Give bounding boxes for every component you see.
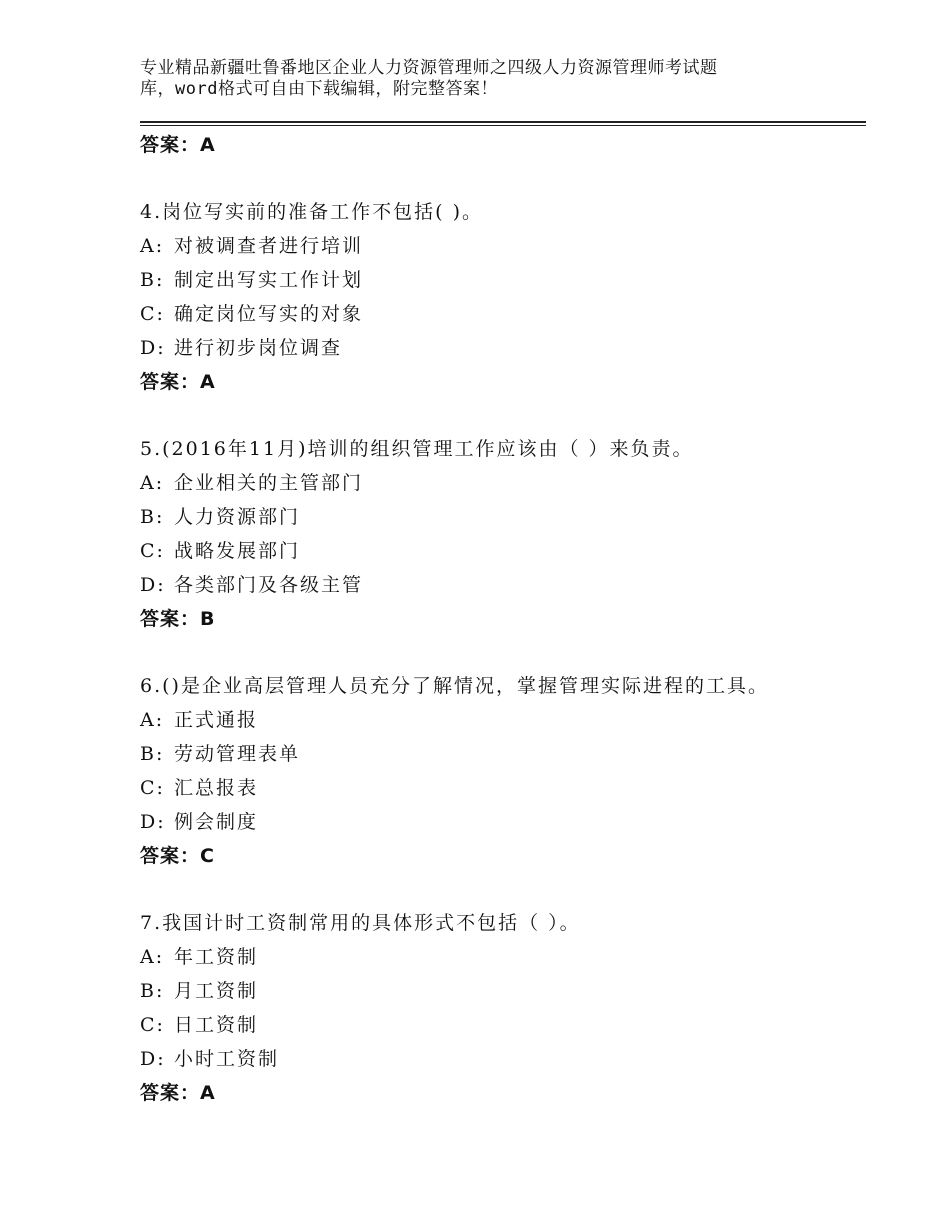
page-header xyxy=(140,58,820,100)
question-7 xyxy=(140,906,860,1110)
leading-answer: 答案：A xyxy=(140,134,216,156)
option-key: C: xyxy=(140,1014,165,1036)
question-5 xyxy=(140,432,860,636)
option-key: A: xyxy=(140,946,165,968)
option-d xyxy=(140,331,860,365)
option-b xyxy=(140,737,860,771)
option-text: 人力资源部门 xyxy=(174,506,301,528)
option-key: B: xyxy=(140,506,165,528)
option-text: 例会制度 xyxy=(174,811,259,833)
option-text: 月工资制 xyxy=(174,980,259,1002)
option-key: B: xyxy=(140,269,165,291)
option-a xyxy=(140,229,860,263)
answer: 答案：B xyxy=(140,608,216,630)
option-text: 制定出写实工作计划 xyxy=(174,269,364,291)
option-text: 日工资制 xyxy=(174,1014,259,1036)
option-key: D: xyxy=(140,337,166,359)
option-key: A: xyxy=(140,472,165,494)
option-text: 正式通报 xyxy=(174,709,259,731)
option-c xyxy=(140,1008,860,1042)
option-d xyxy=(140,805,860,839)
option-text: 对被调查者进行培训 xyxy=(174,235,364,257)
question-stem: 4.岗位写实前的准备工作不包括( )。 xyxy=(140,201,483,223)
header-line-1: 专业精品新疆吐鲁番地区企业人力资源管理师之四级人力资源管理师考试题 xyxy=(140,58,718,78)
option-key: B: xyxy=(140,980,165,1002)
answer: 答案：A xyxy=(140,371,216,393)
question-stem: 5.(2016年11月)培训的组织管理工作应该由（ ）来负责。 xyxy=(140,438,694,460)
option-c xyxy=(140,534,860,568)
option-text: 确定岗位写实的对象 xyxy=(174,303,364,325)
question-4 xyxy=(140,195,860,399)
question-stem: 7.我国计时工资制常用的具体形式不包括（ ）。 xyxy=(140,912,581,934)
header-divider xyxy=(140,121,866,123)
header-divider-thin xyxy=(140,125,866,126)
option-key: C: xyxy=(140,303,165,325)
option-b xyxy=(140,974,860,1008)
option-key: D: xyxy=(140,1048,166,1070)
option-a xyxy=(140,703,860,737)
option-key: D: xyxy=(140,574,166,596)
question-6 xyxy=(140,669,860,873)
option-text: 年工资制 xyxy=(174,946,259,968)
option-key: A: xyxy=(140,709,165,731)
option-text: 小时工资制 xyxy=(174,1048,280,1070)
option-c xyxy=(140,771,860,805)
option-key: A: xyxy=(140,235,165,257)
question-stem: 6.()是企业高层管理人员充分了解情况，掌握管理实际进程的工具。 xyxy=(140,675,769,697)
option-text: 各类部门及各级主管 xyxy=(174,574,364,596)
option-text: 汇总报表 xyxy=(174,777,259,799)
option-key: C: xyxy=(140,540,165,562)
option-text: 企业相关的主管部门 xyxy=(174,472,364,494)
option-a xyxy=(140,940,860,974)
answer: 答案：C xyxy=(140,845,215,867)
answer: 答案：A xyxy=(140,1082,216,1104)
option-key: D: xyxy=(140,811,166,833)
page-content xyxy=(140,128,860,1110)
option-a xyxy=(140,466,860,500)
option-b xyxy=(140,500,860,534)
option-key: B: xyxy=(140,743,165,765)
option-d xyxy=(140,1042,860,1076)
option-key: C: xyxy=(140,777,165,799)
option-c xyxy=(140,297,860,331)
option-text: 战略发展部门 xyxy=(174,540,301,562)
option-b xyxy=(140,263,860,297)
option-text: 进行初步岗位调查 xyxy=(174,337,343,359)
option-text: 劳动管理表单 xyxy=(174,743,301,765)
option-d xyxy=(140,568,860,602)
header-line-2: 库，word格式可自由下载编辑，附完整答案！ xyxy=(140,79,498,99)
